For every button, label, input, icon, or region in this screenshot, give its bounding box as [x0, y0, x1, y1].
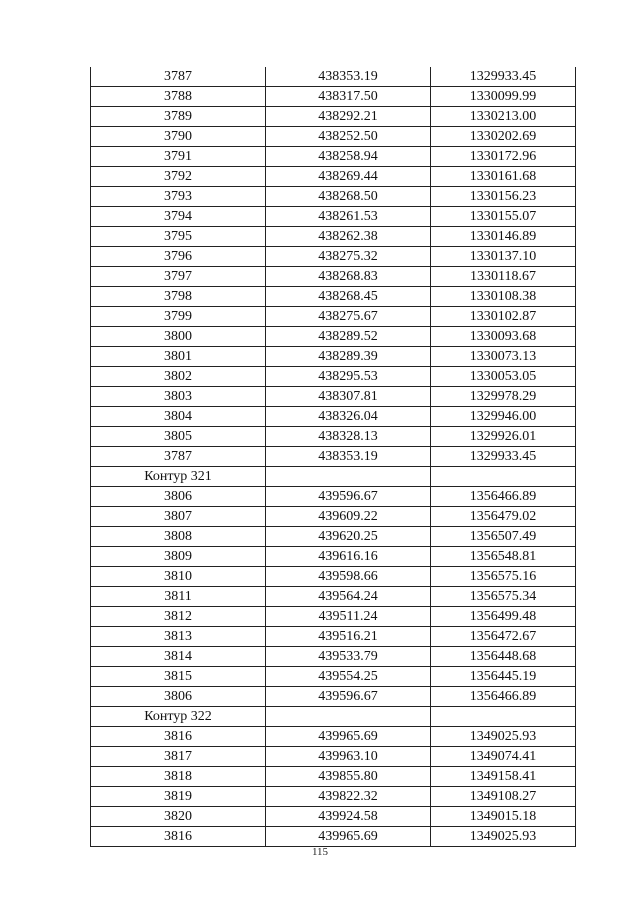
- x-coordinate-cell: 438317.50: [266, 87, 431, 107]
- y-coordinate-cell: 1330213.00: [431, 107, 576, 127]
- y-coordinate-cell: 1356466.89: [431, 487, 576, 507]
- x-coordinate-cell: 439598.66: [266, 567, 431, 587]
- table-row: [91, 87, 576, 107]
- table-row: [91, 127, 576, 147]
- x-coordinate-cell: 438292.21: [266, 107, 431, 127]
- x-coordinate-cell: 439855.80: [266, 767, 431, 787]
- x-coordinate-cell: 439963.10: [266, 747, 431, 767]
- x-coordinate-cell: 438289.39: [266, 347, 431, 367]
- table-row: [91, 247, 576, 267]
- table-row: [91, 407, 576, 427]
- x-coordinate-cell: 438353.19: [266, 447, 431, 467]
- table-row: [91, 227, 576, 247]
- table-row: [91, 687, 576, 707]
- y-coordinate-cell: 1356575.34: [431, 587, 576, 607]
- x-coordinate-cell: 438268.83: [266, 267, 431, 287]
- y-coordinate-cell: 1356575.16: [431, 567, 576, 587]
- x-coordinate-cell: 439609.22: [266, 507, 431, 527]
- point-number-cell: 3789: [91, 107, 266, 127]
- point-number-cell: 3798: [91, 287, 266, 307]
- y-coordinate-cell: 1356507.49: [431, 527, 576, 547]
- x-coordinate-cell: 439516.21: [266, 627, 431, 647]
- table-row: [91, 567, 576, 587]
- point-number-cell: 3814: [91, 647, 266, 667]
- point-number-cell: 3804: [91, 407, 266, 427]
- x-coordinate-cell: 439554.25: [266, 667, 431, 687]
- coordinates-table: [90, 67, 576, 847]
- y-coordinate-cell: 1349108.27: [431, 787, 576, 807]
- point-number-cell: 3808: [91, 527, 266, 547]
- y-coordinate-cell: 1330093.68: [431, 327, 576, 347]
- point-number-cell: 3794: [91, 207, 266, 227]
- y-coordinate-cell: 1356499.48: [431, 607, 576, 627]
- table-row: [91, 427, 576, 447]
- table-row: [91, 187, 576, 207]
- table-row: [91, 647, 576, 667]
- x-coordinate-cell: 439965.69: [266, 827, 431, 847]
- table-row: [91, 667, 576, 687]
- x-coordinate-cell: 438275.67: [266, 307, 431, 327]
- x-coordinate-cell: 438307.81: [266, 387, 431, 407]
- x-coordinate-cell: 438262.38: [266, 227, 431, 247]
- table-row: [91, 727, 576, 747]
- y-coordinate-cell: 1349158.41: [431, 767, 576, 787]
- table-row: [91, 487, 576, 507]
- point-number-cell: 3799: [91, 307, 266, 327]
- point-number-cell: 3816: [91, 827, 266, 847]
- point-number-cell: 3805: [91, 427, 266, 447]
- table-row: [91, 287, 576, 307]
- table-row: [91, 387, 576, 407]
- point-number-cell: 3817: [91, 747, 266, 767]
- x-coordinate-cell: 439822.32: [266, 787, 431, 807]
- point-number-cell: 3801: [91, 347, 266, 367]
- point-number-cell: 3790: [91, 127, 266, 147]
- contour-label: Контур 321: [91, 467, 266, 487]
- table-row: [91, 507, 576, 527]
- y-coordinate-cell: 1330155.07: [431, 207, 576, 227]
- point-number-cell: 3807: [91, 507, 266, 527]
- y-coordinate-cell: 1349015.18: [431, 807, 576, 827]
- page-number: 115: [311, 846, 329, 858]
- y-coordinate-cell: 1330156.23: [431, 187, 576, 207]
- y-coordinate-cell: 1329946.00: [431, 407, 576, 427]
- empty-cell: [266, 467, 431, 487]
- point-number-cell: 3819: [91, 787, 266, 807]
- empty-cell: [431, 467, 576, 487]
- x-coordinate-cell: 438326.04: [266, 407, 431, 427]
- point-number-cell: 3797: [91, 267, 266, 287]
- x-coordinate-cell: 438258.94: [266, 147, 431, 167]
- y-coordinate-cell: 1356479.02: [431, 507, 576, 527]
- table-row: [91, 327, 576, 347]
- x-coordinate-cell: 439620.25: [266, 527, 431, 547]
- y-coordinate-cell: 1329933.45: [431, 447, 576, 467]
- x-coordinate-cell: 439616.16: [266, 547, 431, 567]
- y-coordinate-cell: 1356466.89: [431, 687, 576, 707]
- x-coordinate-cell: 438328.13: [266, 427, 431, 447]
- point-number-cell: 3816: [91, 727, 266, 747]
- point-number-cell: 3806: [91, 687, 266, 707]
- y-coordinate-cell: 1356472.67: [431, 627, 576, 647]
- table-row: [91, 607, 576, 627]
- y-coordinate-cell: 1329926.01: [431, 427, 576, 447]
- y-coordinate-cell: 1330102.87: [431, 307, 576, 327]
- point-number-cell: 3818: [91, 767, 266, 787]
- table-row: [91, 787, 576, 807]
- y-coordinate-cell: 1330053.05: [431, 367, 576, 387]
- y-coordinate-cell: 1330118.67: [431, 267, 576, 287]
- y-coordinate-cell: 1356448.68: [431, 647, 576, 667]
- y-coordinate-cell: 1330108.38: [431, 287, 576, 307]
- table-row: [91, 587, 576, 607]
- x-coordinate-cell: 438261.53: [266, 207, 431, 227]
- table-row: [91, 747, 576, 767]
- x-coordinate-cell: 438268.50: [266, 187, 431, 207]
- y-coordinate-cell: 1330202.69: [431, 127, 576, 147]
- y-coordinate-cell: 1356445.19: [431, 667, 576, 687]
- y-coordinate-cell: 1356548.81: [431, 547, 576, 567]
- point-number-cell: 3787: [91, 67, 266, 87]
- empty-cell: [266, 707, 431, 727]
- table-row: [91, 367, 576, 387]
- point-number-cell: 3803: [91, 387, 266, 407]
- table-row: [91, 107, 576, 127]
- x-coordinate-cell: 439596.67: [266, 487, 431, 507]
- contour-header-row: [91, 707, 576, 727]
- table-row: [91, 307, 576, 327]
- point-number-cell: 3809: [91, 547, 266, 567]
- contour-label: Контур 322: [91, 707, 266, 727]
- point-number-cell: 3811: [91, 587, 266, 607]
- point-number-cell: 3795: [91, 227, 266, 247]
- y-coordinate-cell: 1330137.10: [431, 247, 576, 267]
- x-coordinate-cell: 438275.32: [266, 247, 431, 267]
- table-row: [91, 627, 576, 647]
- point-number-cell: 3788: [91, 87, 266, 107]
- x-coordinate-cell: 439533.79: [266, 647, 431, 667]
- x-coordinate-cell: 438269.44: [266, 167, 431, 187]
- x-coordinate-cell: 438295.53: [266, 367, 431, 387]
- x-coordinate-cell: 439965.69: [266, 727, 431, 747]
- point-number-cell: 3810: [91, 567, 266, 587]
- y-coordinate-cell: 1330099.99: [431, 87, 576, 107]
- point-number-cell: 3792: [91, 167, 266, 187]
- x-coordinate-cell: 438353.19: [266, 67, 431, 87]
- point-number-cell: 3796: [91, 247, 266, 267]
- table-row: [91, 527, 576, 547]
- point-number-cell: 3815: [91, 667, 266, 687]
- point-number-cell: 3813: [91, 627, 266, 647]
- y-coordinate-cell: 1349074.41: [431, 747, 576, 767]
- x-coordinate-cell: 439511.24: [266, 607, 431, 627]
- y-coordinate-cell: 1330172.96: [431, 147, 576, 167]
- point-number-cell: 3791: [91, 147, 266, 167]
- table-row: [91, 547, 576, 567]
- table-row: [91, 207, 576, 227]
- x-coordinate-cell: 438268.45: [266, 287, 431, 307]
- y-coordinate-cell: 1349025.93: [431, 827, 576, 847]
- table-row: [91, 807, 576, 827]
- point-number-cell: 3802: [91, 367, 266, 387]
- point-number-cell: 3800: [91, 327, 266, 347]
- contour-header-row: [91, 467, 576, 487]
- x-coordinate-cell: 439564.24: [266, 587, 431, 607]
- y-coordinate-cell: 1329933.45: [431, 67, 576, 87]
- table-row: [91, 447, 576, 467]
- x-coordinate-cell: 438252.50: [266, 127, 431, 147]
- y-coordinate-cell: 1349025.93: [431, 727, 576, 747]
- point-number-cell: 3787: [91, 447, 266, 467]
- table-row: [91, 267, 576, 287]
- x-coordinate-cell: 438289.52: [266, 327, 431, 347]
- table-row: [91, 167, 576, 187]
- point-number-cell: 3820: [91, 807, 266, 827]
- point-number-cell: 3793: [91, 187, 266, 207]
- empty-cell: [431, 707, 576, 727]
- y-coordinate-cell: 1330146.89: [431, 227, 576, 247]
- y-coordinate-cell: 1330073.13: [431, 347, 576, 367]
- table-row: [91, 67, 576, 87]
- x-coordinate-cell: 439596.67: [266, 687, 431, 707]
- table-row: [91, 767, 576, 787]
- y-coordinate-cell: 1329978.29: [431, 387, 576, 407]
- point-number-cell: 3812: [91, 607, 266, 627]
- point-number-cell: 3806: [91, 487, 266, 507]
- coordinates-table-body: [91, 67, 576, 847]
- table-row: [91, 147, 576, 167]
- table-row: [91, 827, 576, 847]
- x-coordinate-cell: 439924.58: [266, 807, 431, 827]
- table-row: [91, 347, 576, 367]
- y-coordinate-cell: 1330161.68: [431, 167, 576, 187]
